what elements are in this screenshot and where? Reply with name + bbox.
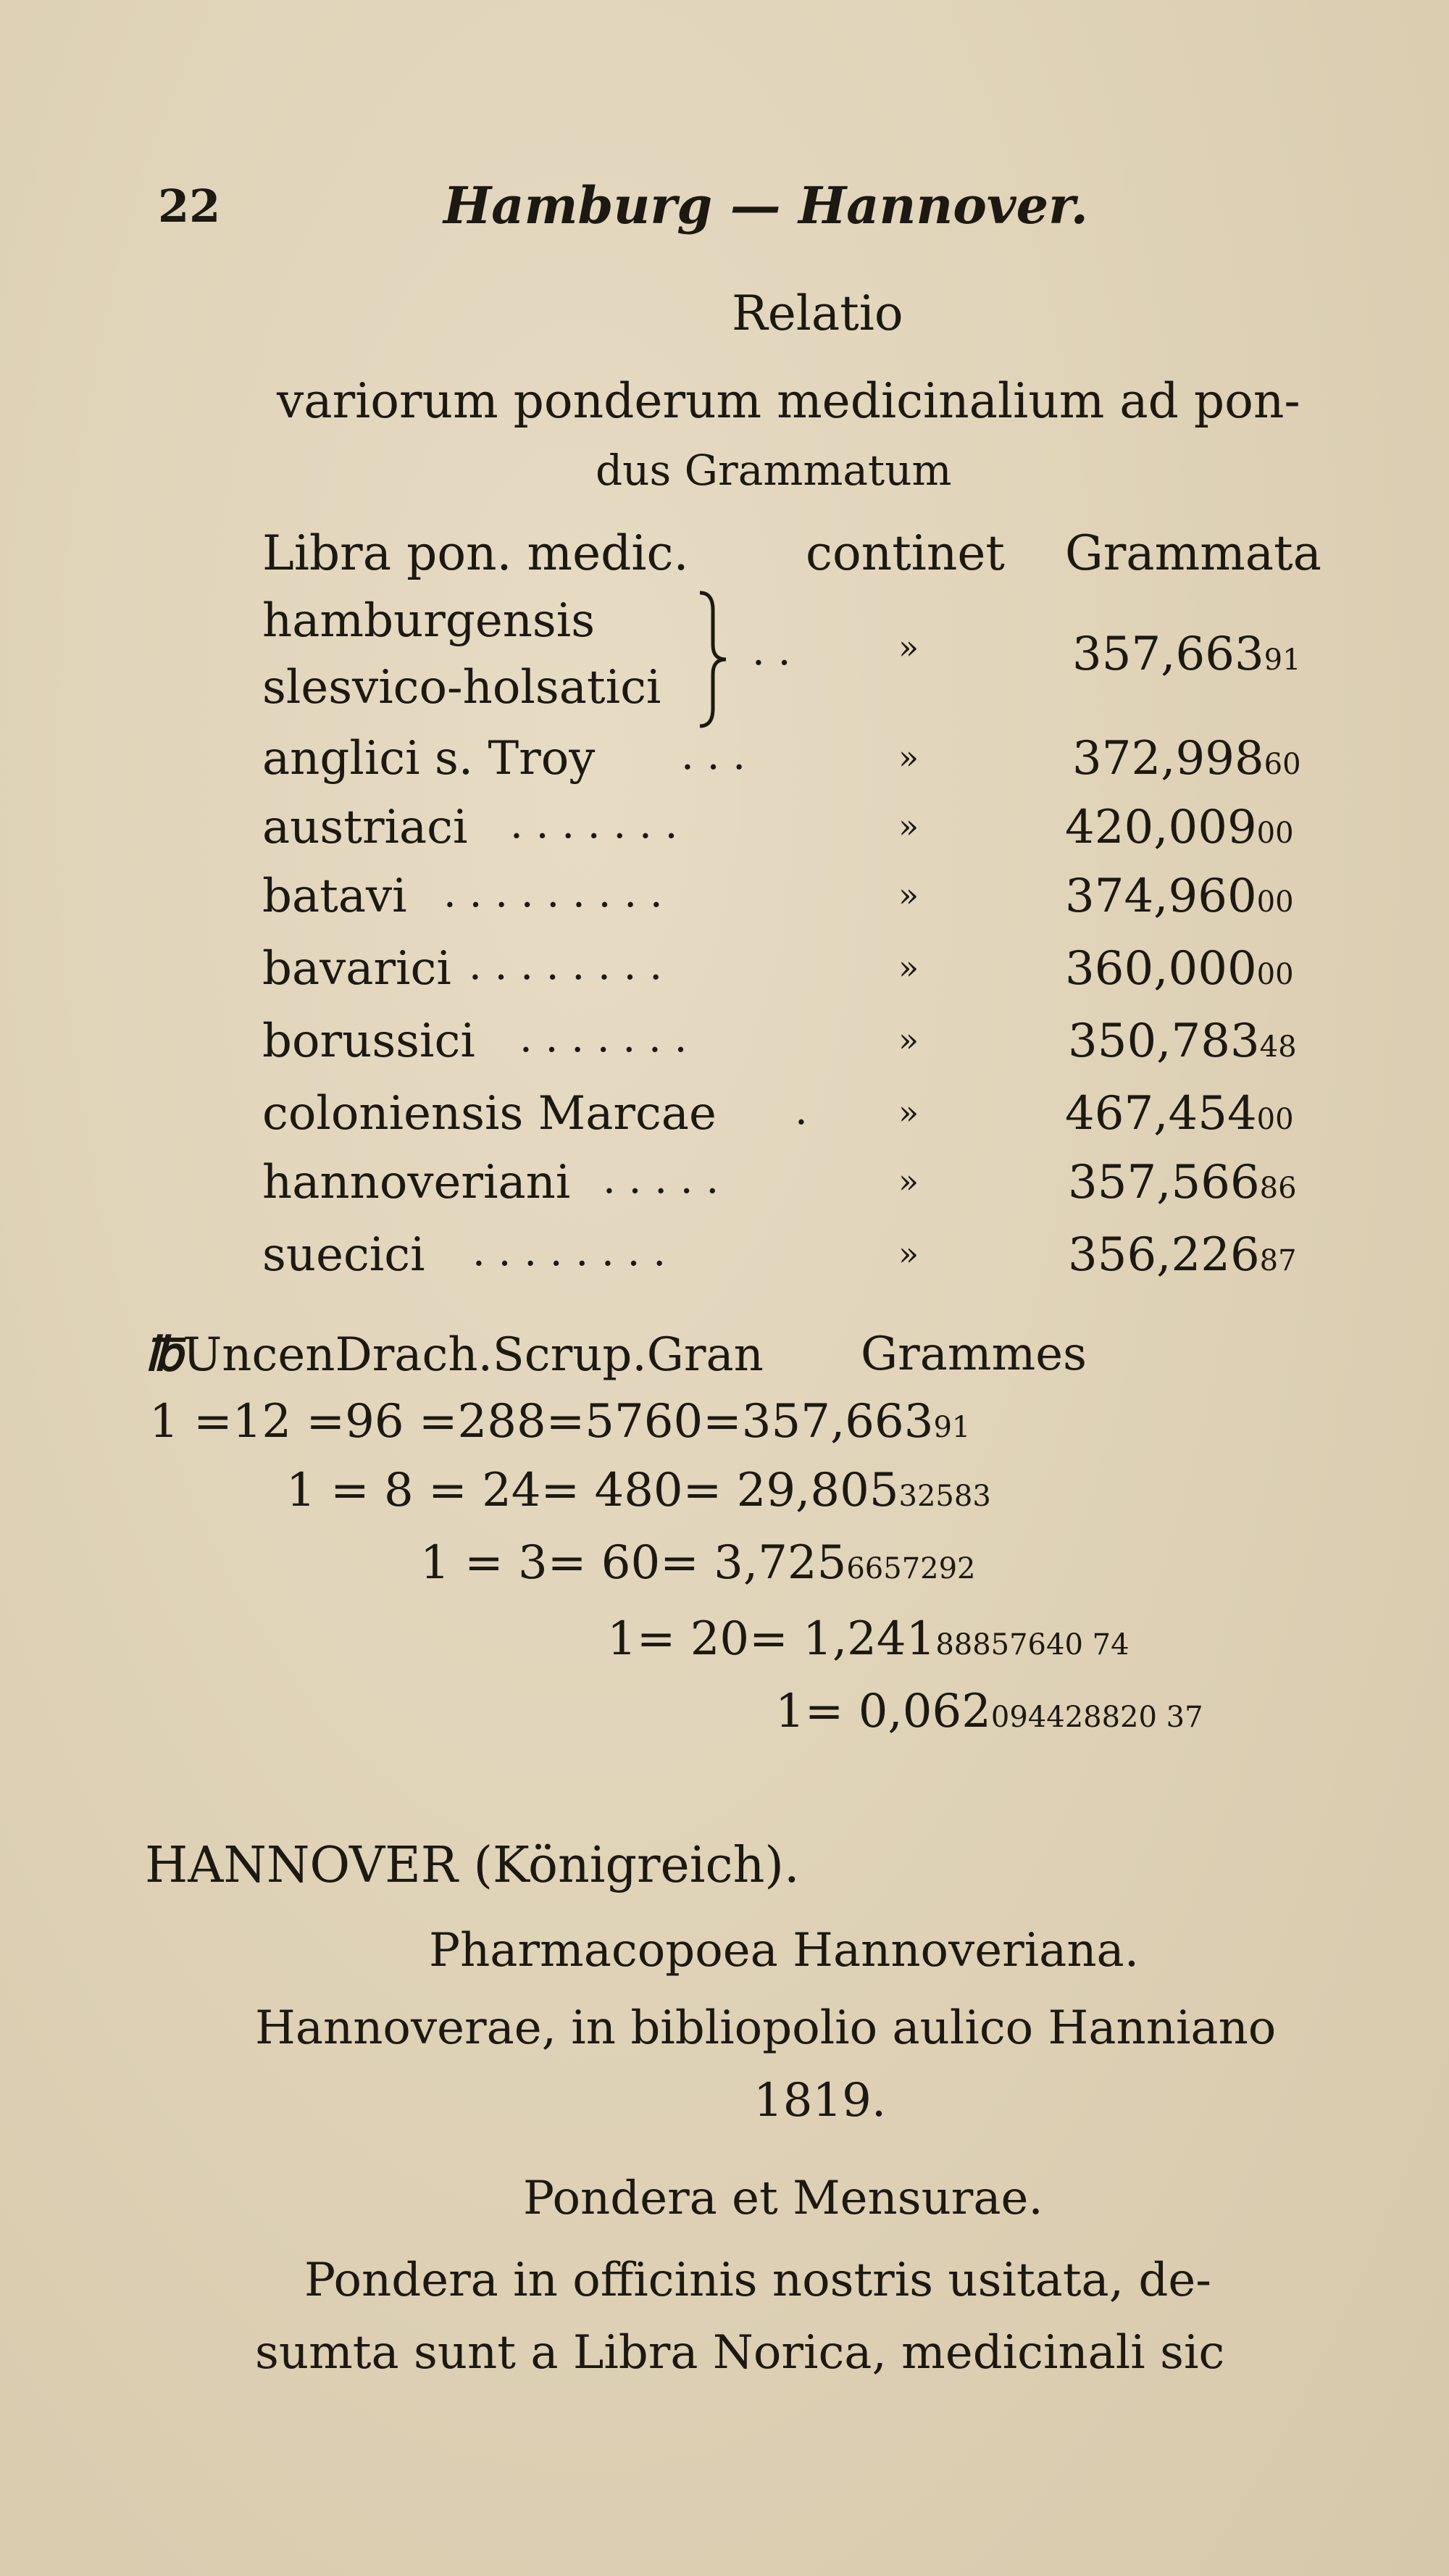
book-title: Pharmacopoea Hannoveriana. xyxy=(429,1924,1140,1977)
value-main: 360,000 xyxy=(1065,942,1257,996)
row-ditto-mark: » xyxy=(898,875,919,914)
conversion-small-digits: 91 xyxy=(933,1411,971,1444)
conversion-line xyxy=(607,1612,1129,1666)
conversion-small-digits: 32583 xyxy=(898,1480,991,1513)
row-value xyxy=(1072,732,1301,785)
value-small-digits: 48 xyxy=(1259,1030,1297,1064)
row-name: austriaci xyxy=(262,801,468,854)
paragraph-line: Pondera in officinis nostris usitata, de- xyxy=(304,2254,1211,2307)
conversion-line xyxy=(149,1395,970,1449)
value-small-digits: 00 xyxy=(1256,817,1294,850)
row-value xyxy=(1065,942,1294,996)
paragraph-line: sumta sunt a Libra Norica, medicinali sic xyxy=(255,2326,1225,2380)
table-row xyxy=(262,732,1342,790)
row-dots: . . . . . . . . xyxy=(469,942,663,989)
value-main: 357,663 xyxy=(1072,628,1264,681)
table-row xyxy=(262,1014,1342,1072)
value-main: 420,009 xyxy=(1065,801,1257,854)
conversion-value: 0,062 xyxy=(858,1685,991,1738)
curly-brace xyxy=(696,588,730,730)
row-ditto-mark: » xyxy=(898,1234,919,1273)
table-row xyxy=(262,870,1342,928)
row-dots: . . . . . . . xyxy=(519,1014,688,1062)
row-value xyxy=(1065,1087,1294,1141)
conversion-value: 3,725 xyxy=(714,1536,847,1590)
table-row xyxy=(262,942,1342,1000)
row-name: coloniensis Marcae xyxy=(262,1087,717,1141)
row-ditto-mark: » xyxy=(898,1162,919,1201)
conversion-value: 357,663 xyxy=(741,1395,934,1449)
conversion-line xyxy=(775,1685,1203,1738)
conversion-value: 1,241 xyxy=(803,1612,936,1666)
units-header-text: UncenDrach.Scrup.Gran xyxy=(183,1328,764,1382)
value-main: 356,226 xyxy=(1068,1228,1260,1282)
row-ditto-mark: » xyxy=(898,806,919,846)
conversion-small-digits: 094428820 37 xyxy=(990,1701,1203,1734)
conversion-equation: 1= 20= xyxy=(607,1612,788,1666)
conversion-line xyxy=(286,1464,991,1517)
row-value xyxy=(1072,628,1301,681)
row-ditto-mark: » xyxy=(898,628,919,667)
table-row xyxy=(262,801,1342,859)
publication-year: 1819. xyxy=(753,2074,887,2127)
conversion-small-digits: 88857640 74 xyxy=(935,1628,1129,1662)
row-name-hamburgensis: hamburgensis xyxy=(262,594,596,648)
value-small-digits: 60 xyxy=(1264,748,1301,781)
column-header-continet: continet xyxy=(806,525,1005,581)
row-name: borussici xyxy=(262,1014,475,1068)
row-dots: . xyxy=(795,1087,808,1134)
value-main: 467,454 xyxy=(1065,1087,1257,1141)
row-ditto-mark: » xyxy=(898,1020,919,1059)
page-number: 22 xyxy=(158,180,221,233)
row-dots: . . . . . . . xyxy=(510,801,678,848)
conversion-line xyxy=(420,1536,976,1590)
value-small-digits: 86 xyxy=(1259,1172,1297,1205)
conversion-small-digits: 6657292 xyxy=(846,1552,976,1585)
row-dots: . . . . . . . . . xyxy=(443,870,663,917)
conversion-value: 29,805 xyxy=(736,1464,899,1517)
pound-symbol: ℔ xyxy=(145,1327,183,1382)
running-title: Hamburg — Hannover. xyxy=(443,175,1088,235)
row-value xyxy=(1065,801,1294,854)
row-name: suecici xyxy=(262,1228,425,1282)
row-dots: . . xyxy=(752,628,791,675)
conversion-equation: 1 =12 =96 =288=5760= xyxy=(149,1395,742,1449)
value-small-digits: 00 xyxy=(1256,1103,1294,1136)
conversion-equation: 1 = 3= 60= xyxy=(420,1536,699,1590)
row-dots: . . . . . . . . xyxy=(472,1228,667,1275)
value-main: 372,998 xyxy=(1072,732,1264,785)
relatio-subtitle-line1: variorum ponderum medicinalium ad pon- xyxy=(277,373,1300,429)
row-dots: . . . . . xyxy=(603,1156,719,1203)
relatio-title: Relatio xyxy=(732,285,903,341)
value-small-digits: 00 xyxy=(1256,885,1294,919)
row-ditto-mark: » xyxy=(898,948,919,987)
units-header xyxy=(145,1327,764,1382)
row-name: anglici s. Troy xyxy=(262,732,596,785)
row-name: bavarici xyxy=(262,942,451,996)
relatio-subtitle-line2: dus Grammatum xyxy=(596,446,952,495)
units-header-grammes: Grammes xyxy=(861,1327,1087,1381)
value-small-digits: 00 xyxy=(1256,958,1294,991)
row-name: hannoveriani xyxy=(262,1156,571,1209)
value-main: 350,783 xyxy=(1068,1014,1260,1068)
row-value xyxy=(1068,1156,1297,1209)
table-row xyxy=(262,1156,1342,1214)
section-heading: HANNOVER (Königreich). xyxy=(145,1837,800,1894)
table-row xyxy=(262,1087,1342,1145)
row-value xyxy=(1068,1228,1297,1282)
value-main: 374,960 xyxy=(1065,870,1257,923)
row-value xyxy=(1068,1014,1297,1068)
column-header-libra: Libra pon. medic. xyxy=(262,525,689,581)
conversion-equation: 1 = 8 = 24= 480= xyxy=(286,1464,722,1517)
row-ditto-mark: » xyxy=(898,738,919,777)
row-name-slesvico-holsatici: slesvico-holsatici xyxy=(262,661,661,714)
row-ditto-mark: » xyxy=(898,1093,919,1132)
conversion-equation: 1= xyxy=(775,1685,844,1738)
row-name: batavi xyxy=(262,870,407,923)
subsection-title: Pondera et Mensurae. xyxy=(523,2172,1043,2225)
value-small-digits: 87 xyxy=(1259,1244,1297,1277)
imprint: Hannoverae, in bibliopolio aulico Hanniano xyxy=(255,2001,1277,2055)
row-value xyxy=(1065,870,1294,923)
column-header-grammata: Grammata xyxy=(1065,525,1322,581)
value-small-digits: 91 xyxy=(1264,643,1301,677)
table-row xyxy=(262,1228,1342,1286)
row-dots: . . . xyxy=(681,732,746,779)
value-main: 357,566 xyxy=(1068,1156,1260,1209)
